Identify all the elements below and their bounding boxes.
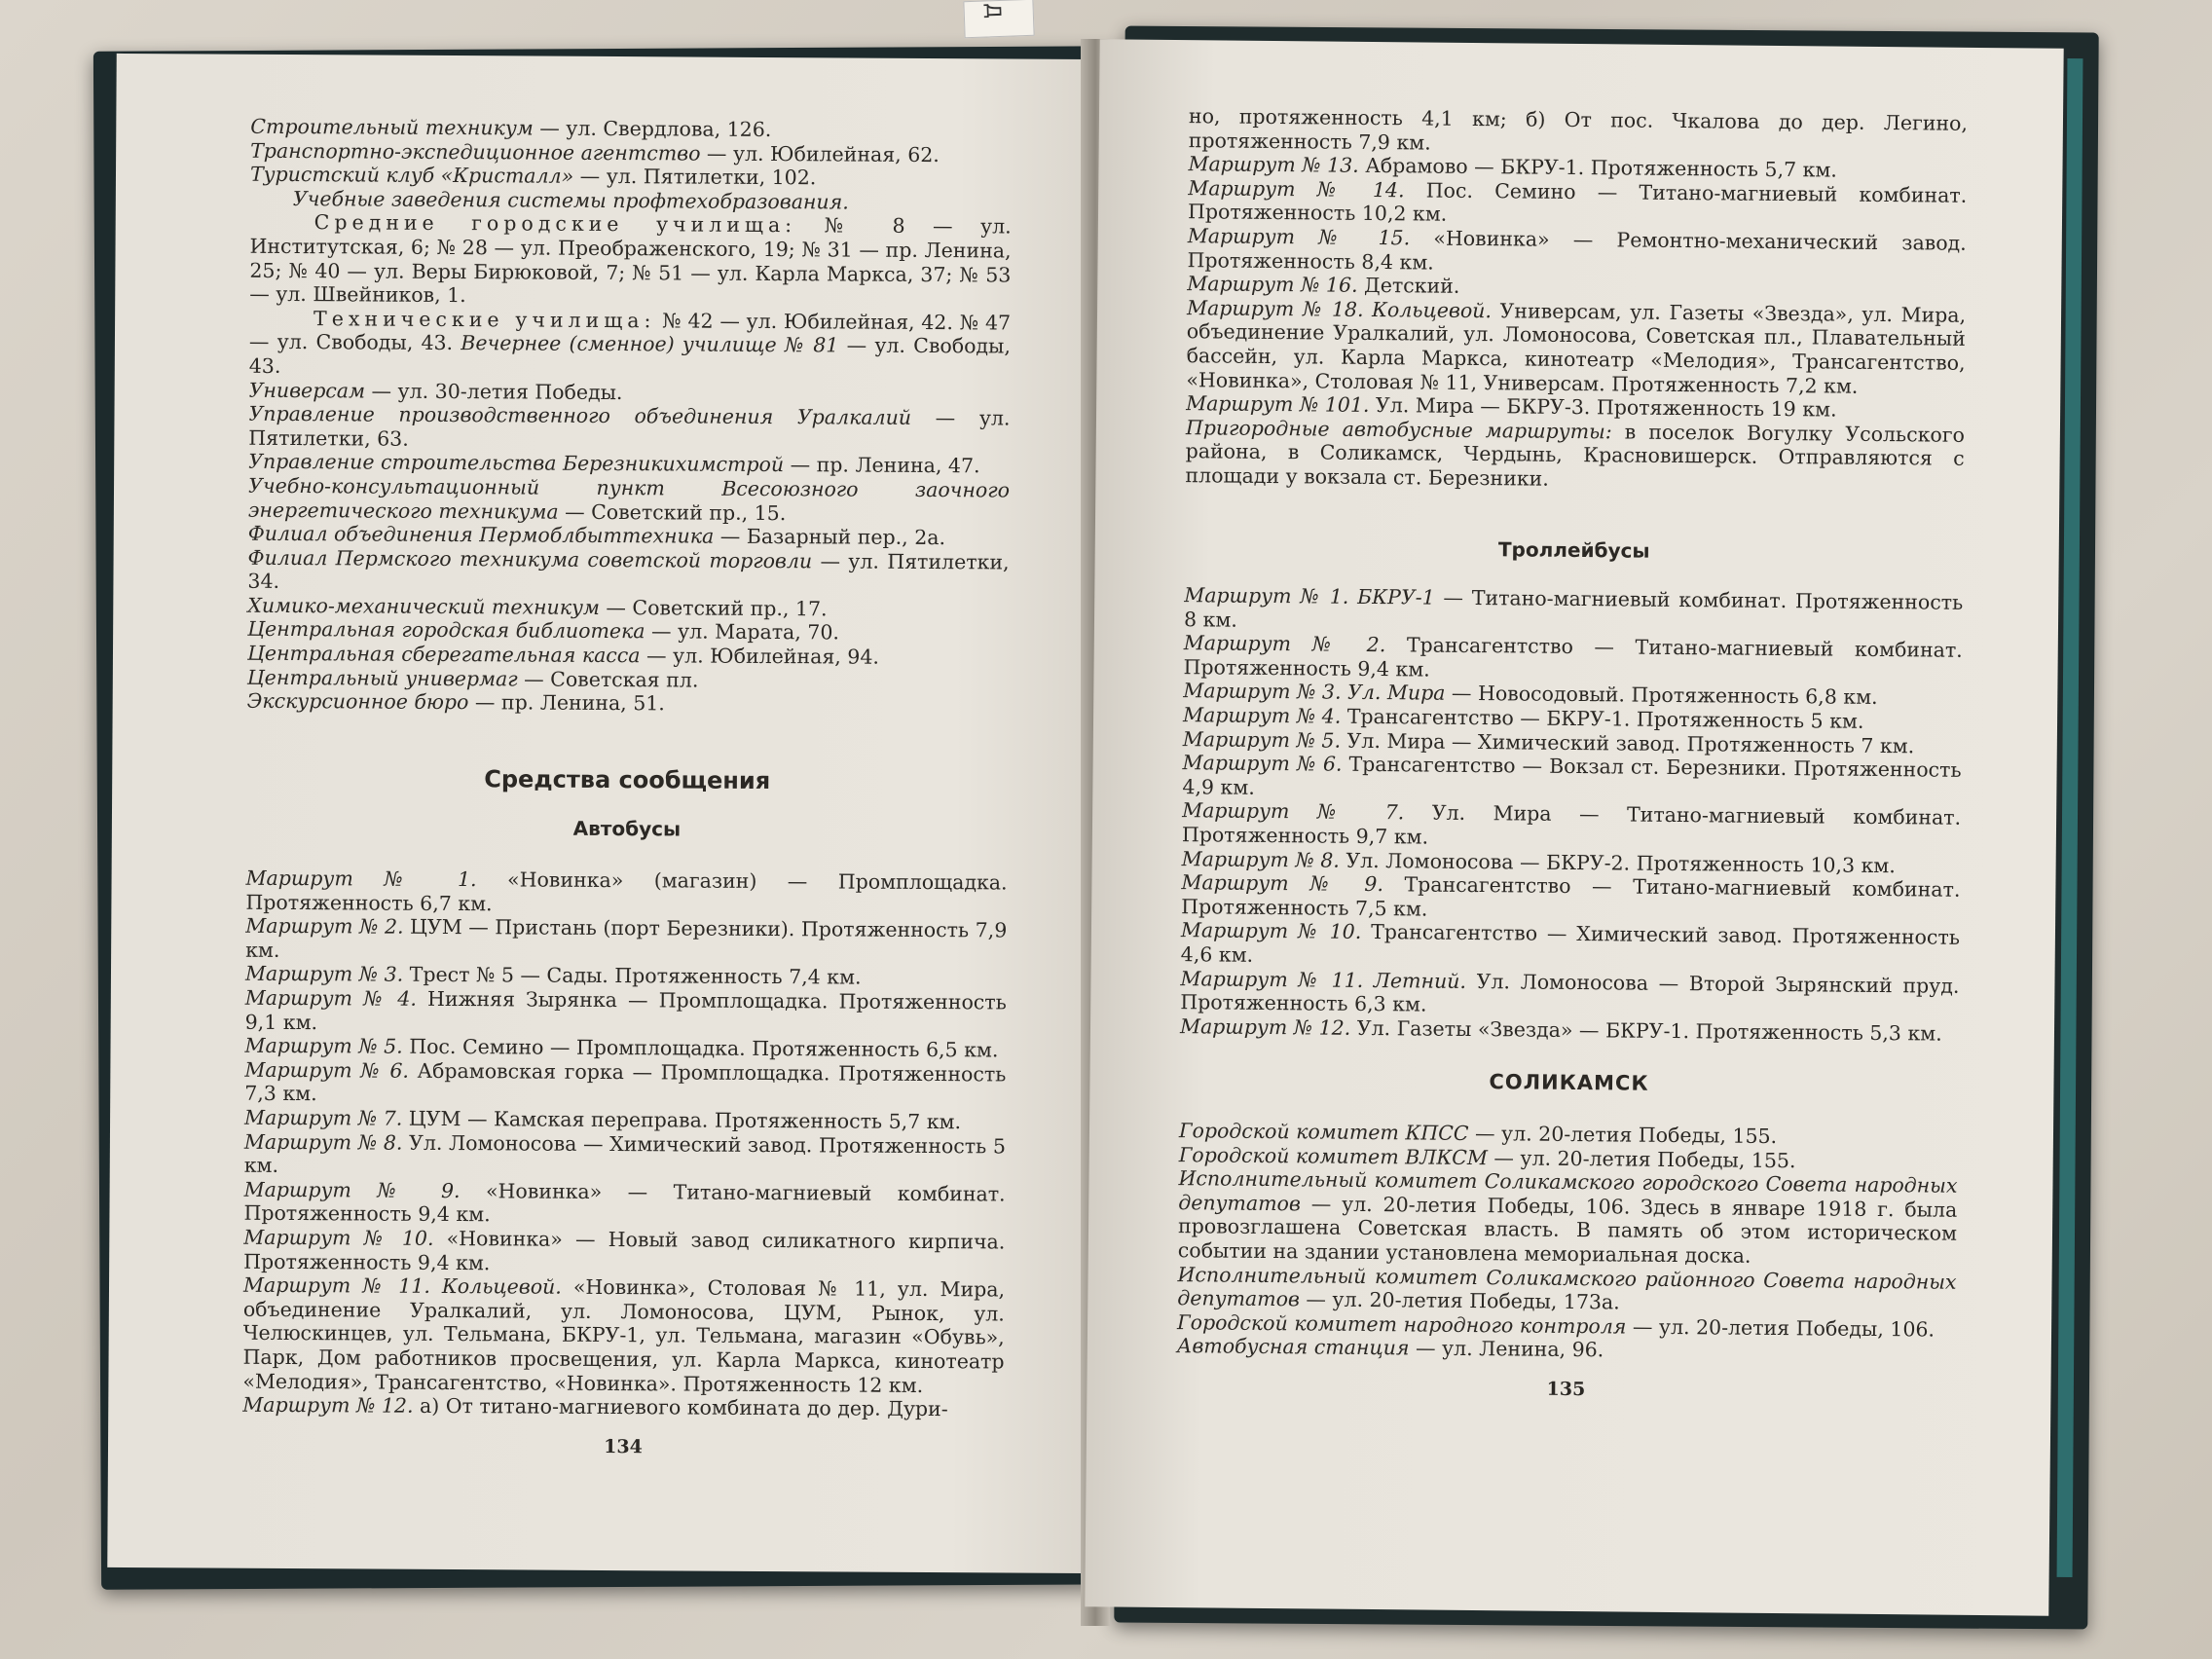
- right-page: [1085, 39, 2063, 1615]
- trolley-route-name: Маршрут № 1. БКРУ-1: [1184, 583, 1435, 609]
- trolley-route: [1183, 631, 1962, 686]
- vocational-schools: [249, 210, 1012, 311]
- bus-route: [1187, 224, 1966, 279]
- bookmark-slip: [963, 0, 1034, 38]
- directory-entry-text: — Советская пл.: [517, 667, 699, 692]
- directory-entry-text: — ул. Пятилетки, 34.: [247, 548, 1010, 594]
- directory-entry-name: Универсам: [248, 378, 366, 402]
- directory-entry-name: Экскурсионное бюро: [246, 688, 469, 715]
- directory-entry: [247, 689, 1009, 718]
- city-entry: [1178, 1166, 1958, 1270]
- trolley-route-name: Маршрут № 11. Летний.: [1180, 966, 1467, 993]
- technical-text: № 42 — ул. Юбилейная, 42. № 47 — ул. Свободы, 43.: [248, 309, 1012, 355]
- trolley-route-name: Маршрут № 10.: [1180, 918, 1362, 944]
- entry-list-top: [250, 115, 1012, 192]
- directory-entry-text: — ул. Марата, 70.: [645, 619, 840, 645]
- bus-route-name: Маршрут № 9.: [243, 1177, 461, 1202]
- bus-routes-list-cont: [1185, 152, 1967, 495]
- trolley-route: [1180, 967, 1959, 1022]
- bus-route: [244, 1058, 1006, 1111]
- bus-route: [245, 914, 1007, 967]
- bus-route: [245, 986, 1007, 1039]
- bus-route: [1188, 176, 1967, 232]
- city-entries-list: [1177, 1119, 1958, 1366]
- bus-route-text: Абрамовская горка — Промплощадка. Протяженность 7,3 км.: [244, 1058, 1007, 1106]
- trolley-route-text: Ул. Ломоносова — Второй Зырянский пруд. Протяженность 6,3 км.: [1180, 969, 1960, 1016]
- technical-label: Технические училища:: [313, 306, 656, 333]
- trolley-routes-list: [1180, 583, 1963, 1046]
- bus-route-text: ЦУМ — Пристань (порт Березники). Протяженность 7,9 км.: [245, 914, 1008, 962]
- section-title: Средства сообщения: [484, 765, 771, 794]
- route-continuation: но, протяженность 4,1 км; б) От пос. Чкалова до дер. Легино, протяженность 7,9 км.: [1188, 104, 1969, 155]
- bus-route-text: Трест № 5 — Сады. Протяженность 7,4 км.: [403, 963, 862, 989]
- bus-route-name: Маршрут № 7.: [244, 1105, 403, 1130]
- directory-entry-name: Туристский клуб «Кристалл»: [249, 162, 574, 188]
- bus-route-name: Маршрут № 16.: [1187, 272, 1358, 297]
- trolley-route-text: Ул. Мира — Титано-магниевый комбинат. Протяженность 9,7 км.: [1181, 800, 1962, 849]
- bus-route: [1186, 296, 1966, 399]
- bus-route-text: Абрамово — БКРУ-1. Протяженность 5,7 км.: [1358, 154, 1838, 182]
- bus-route: [242, 1393, 1004, 1421]
- city-entry-text: — ул. Ленина, 96.: [1409, 1336, 1604, 1362]
- trolley-route-name: Маршрут № 4.: [1182, 703, 1342, 728]
- directory-entry-text: — Советский пр., 15.: [558, 499, 787, 525]
- directory-entry-text: — ул. 30-летия Победы.: [364, 378, 623, 404]
- trolley-route-text: — Новосодовый. Протяженность 6,8 км.: [1445, 682, 1878, 710]
- bus-route-name: Маршрут № 14.: [1188, 175, 1405, 203]
- trolley-route-text: — Титано-магниевый комбинат. Протяженность 8 км.: [1183, 585, 1964, 632]
- bus-route-name: Маршрут № 18. Кольцевой.: [1186, 295, 1493, 322]
- trolley-route: [1182, 799, 1961, 855]
- bus-route-text: Ул. Ломоносова — Химический завод. Протяженность 5 км.: [243, 1130, 1006, 1178]
- trolley-route-name: Маршрут № 3. Ул. Мира: [1183, 679, 1446, 706]
- directory-entry-text: — ул. Юбилейная, 62.: [700, 141, 940, 166]
- trolley-route-text: Ул. Ломоносова — БКРУ-2. Протяженность 10,3 км.: [1339, 848, 1896, 877]
- directory-entry-name: Строительный техникум: [250, 114, 534, 140]
- bus-route-name: Пригородные автобусные маршруты:: [1185, 415, 1612, 444]
- bus-route: [244, 1129, 1006, 1182]
- right-page-text: [1176, 104, 1968, 1423]
- bus-route-text: «Новинка» (магазин) — Промплощадка. Протяженность 6,7 км.: [245, 867, 1008, 915]
- bus-route: [1185, 416, 1965, 495]
- evening-addr: — ул. Свободы, 43.: [248, 333, 1012, 378]
- city-entry-name: Исполнительный комитет Соликамского районного Совета народных депутатов: [1177, 1262, 1957, 1311]
- city-entry-text: — ул. 20-летия Победы, 173а.: [1299, 1287, 1620, 1314]
- bus-route: [243, 1177, 1005, 1230]
- bus-route-text: «Новинка» — Ремонтно-механический завод. Протяженность 8,4 км.: [1187, 226, 1967, 275]
- city-entry-name: Городской комитет народного контроля: [1176, 1309, 1627, 1339]
- bus-route-name: Маршрут № 8.: [243, 1129, 403, 1155]
- bus-route: [243, 1226, 1005, 1278]
- trolley-route-text: Ул. Газеты «Звезда» — БКРУ-1. Протяженность 5,3 км.: [1350, 1015, 1942, 1046]
- city-entry-text: — ул. 20-летия Победы, 106.: [1626, 1314, 1936, 1342]
- bus-routes-list: [242, 866, 1007, 1421]
- trolley-route: [1181, 919, 1960, 975]
- page-number-left: 134: [604, 1435, 643, 1457]
- city-entry-text: — ул. 20-летия Победы, 155.: [1487, 1145, 1796, 1172]
- trolley-route-text: Трансагентство — Титано-магниевый комбинат. Протяженность 9,4 км.: [1183, 633, 1963, 682]
- directory-entry-text: — пр. Ленина, 47.: [784, 453, 980, 478]
- trolley-route-text: Трансагентство — БКРУ-1. Протяженность 5 км.: [1341, 704, 1864, 733]
- bus-route-text: Пос. Семино — Промплощадка. Протяженность 6,5 км.: [402, 1034, 999, 1062]
- bus-route: [242, 1273, 1005, 1398]
- left-page: [107, 54, 1109, 1573]
- bus-route: [245, 866, 1007, 919]
- directory-entry-text: — Советский пр., 17.: [599, 595, 828, 621]
- bus-route-text: а) От титано-магниевого комбината до дер. Дури-: [413, 1393, 948, 1421]
- vocational-text: № 8 — ул. Институтская, 6; № 28 — ул. Преображенского, 19; № 31 — пр. Ленина, 25; № 40 — ул. Веры Бирюковой, 7; № 51 — ул. Карла Маркса, 37; № 53 — ул. Швейников, 1.: [249, 213, 1012, 308]
- directory-entry-name: Управление строительства Березникихимстрой: [248, 450, 785, 477]
- bus-route-name: Маршрут № 12.: [242, 1392, 414, 1418]
- trolley-route-name: Маршрут № 5.: [1182, 726, 1342, 753]
- city-entry: [1177, 1263, 1956, 1318]
- city-entry-name: Городской комитет ВЛКСМ: [1178, 1142, 1489, 1169]
- technical-schools: [249, 306, 1011, 383]
- trolley-title: Троллейбусы: [1497, 536, 1650, 563]
- city-entry-text: — ул. 20-летия Победы, 106. Здесь в январе 1918 г. была провозглашена Советская власть. В память об этом историческом событии на здании установлена мемориальная доска.: [1177, 1192, 1958, 1268]
- directory-entry: [248, 402, 1010, 455]
- directory-entry-name: Учебно-консультационный пункт Всесоюзного заочного энергетического техникума: [247, 473, 1011, 524]
- directory-entry-text: — ул. Пятилетки, 102.: [573, 164, 817, 190]
- city-entry-text: — ул. 20-летия Победы, 155.: [1468, 1121, 1778, 1148]
- directory-entry-name: Транспортно-экспедиционное агентство: [250, 138, 701, 166]
- directory-entry-text: — ул. Свердлова, 126.: [533, 116, 772, 142]
- bus-route-text: Нижняя Зырянка — Промплощадка. Протяженность 9,1 км.: [244, 986, 1007, 1034]
- directory-entry-text: — ул. Юбилейная, 94.: [640, 644, 879, 669]
- city-title: СОЛИКАМСК: [1489, 1070, 1649, 1096]
- vocational-label: Средние городские училища:: [313, 210, 797, 238]
- trolley-route-name: Маршрут № 9.: [1181, 870, 1384, 897]
- bus-route-text: в поселок Вогулку Усольского района, в Соликамск, Чердынь, Красновишерск. Отправляются с площади у вокзала ст. Березники.: [1185, 420, 1966, 491]
- trolley-route: [1184, 583, 1963, 639]
- edu-heading: Учебные заведения системы профтехобразования.: [292, 186, 849, 214]
- directory-entry-name: Центральная городская библиотека: [247, 617, 645, 644]
- bus-route-text: Ул. Мира — БКРУ-3. Протяженность 19 км.: [1369, 393, 1837, 422]
- entry-list-bottom: [247, 378, 1011, 718]
- city-entry-name: Городской комитет КПСС: [1178, 1119, 1469, 1145]
- city-entry-name: Автобусная станция: [1176, 1334, 1410, 1360]
- left-page-text: [242, 115, 1013, 1480]
- bus-route-name: Маршрут № 2.: [245, 913, 404, 939]
- bookmark-glyph: Д: [981, 2, 1006, 19]
- bus-route-name: Маршрут № 6.: [244, 1057, 410, 1083]
- directory-entry-name: Центральная сберегательная касса: [246, 641, 641, 668]
- directory-entry-text: — пр. Ленина, 51.: [468, 690, 665, 716]
- bus-route-text: ЦУМ — Камская переправа. Протяженность 5,7 км.: [402, 1106, 962, 1134]
- directory-entry-name: Центральный универмаг: [246, 665, 518, 691]
- bus-route-name: Маршрут № 13.: [1188, 152, 1359, 178]
- trolley-route-text: Трансагентство — Вокзал ст. Березники. Протяженность 4,9 км.: [1182, 752, 1962, 799]
- bus-route-text: «Новинка» — Новый завод силикатного кирпича. Протяженность 9,4 км.: [243, 1226, 1006, 1274]
- bus-route-name: Маршрут № 101.: [1186, 391, 1370, 418]
- bus-route-text: Универсам, ул. Газеты «Звезда», ул. Мира, объединение Уралкалий, ул. Ломоносова, Советская пл., Плавательный бассейн, ул. Карла Маркса, кинотеатр «Мелодия», Трансагентство, «Новинка», Столовая № 11, Универсам. Протяженность 7,2 км.: [1186, 298, 1967, 398]
- directory-entry-name: Управление производственного объединения Уралкалий: [248, 401, 912, 430]
- trolley-route-text: Ул. Мира — Химический завод. Протяженность 7 км.: [1340, 728, 1915, 758]
- bus-route-name: Маршрут № 11. Кольцевой.: [242, 1272, 562, 1299]
- trolley-route-name: Маршрут № 8.: [1181, 846, 1340, 872]
- bus-route-name: Маршрут № 15.: [1187, 224, 1411, 250]
- trolley-route-name: Маршрут № 12.: [1179, 1014, 1351, 1040]
- directory-entry-text: — ул. Пятилетки, 63.: [248, 406, 1011, 451]
- trolley-route-name: Маршрут № 6.: [1182, 751, 1343, 776]
- bus-route-name: Маршрут № 4.: [244, 985, 417, 1011]
- bus-route-text: «Новинка», Столовая № 11, ул. Мира, объединение Уралкалий, ул. Ломоносова, ЦУМ, Рынок, ул. Челюскинцев, ул. Тельмана, БКРУ-1, ул. Тельмана, магазин «Обувь», Парк, Дом работников просвещения, ул. Карла Маркса, кинотеатр «Мелодия», Трансагентство, «Новинка». Протяженность 12 км.: [242, 1274, 1006, 1397]
- bus-route-name: Маршрут № 1.: [245, 866, 477, 892]
- bus-route-name: Маршрут № 5.: [244, 1033, 403, 1058]
- evening-school: Вечернее (сменное) училище № 81: [453, 331, 839, 357]
- directory-entry-name: Филиал объединения Пермоблбыттехника: [247, 521, 715, 548]
- directory-entry: [248, 474, 1010, 527]
- bus-route-text: Детский.: [1357, 273, 1460, 299]
- trolley-route: [1181, 870, 1960, 926]
- directory-entry-name: Филиал Пермского техникума советской торговли: [247, 545, 813, 572]
- buses-title: Автобусы: [572, 817, 682, 841]
- trolley-route-name: Маршрут № 2.: [1183, 631, 1386, 657]
- bus-route-name: Маршрут № 10.: [243, 1225, 434, 1250]
- directory-entry-text: — Базарный пер., 2а.: [714, 524, 946, 550]
- trolley-route-name: Маршрут № 7.: [1182, 798, 1405, 825]
- bus-route-text: Пос. Семино — Титано-магниевый комбинат. Протяженность 10,2 км.: [1187, 178, 1968, 227]
- bus-route-text: «Новинка» — Титано-магниевый комбинат. Протяженность 9,4 км.: [243, 1178, 1006, 1227]
- directory-entry-name: Химико-механический техникум: [247, 593, 600, 619]
- directory-entry: [247, 545, 1009, 598]
- trolley-route-text: Трансагентство — Химический завод. Протяженность 4,6 км.: [1180, 920, 1961, 967]
- city-entry-name: Исполнительный комитет Соликамского городского Совета народных депутатов: [1178, 1166, 1958, 1216]
- bus-route-name: Маршрут № 3.: [244, 962, 404, 987]
- page-number-right: 135: [1546, 1378, 1586, 1401]
- trolley-route: [1182, 751, 1961, 806]
- trolley-route-text: Трансагентство — Титано-магниевый комбинат. Протяженность 7,5 км.: [1181, 872, 1961, 921]
